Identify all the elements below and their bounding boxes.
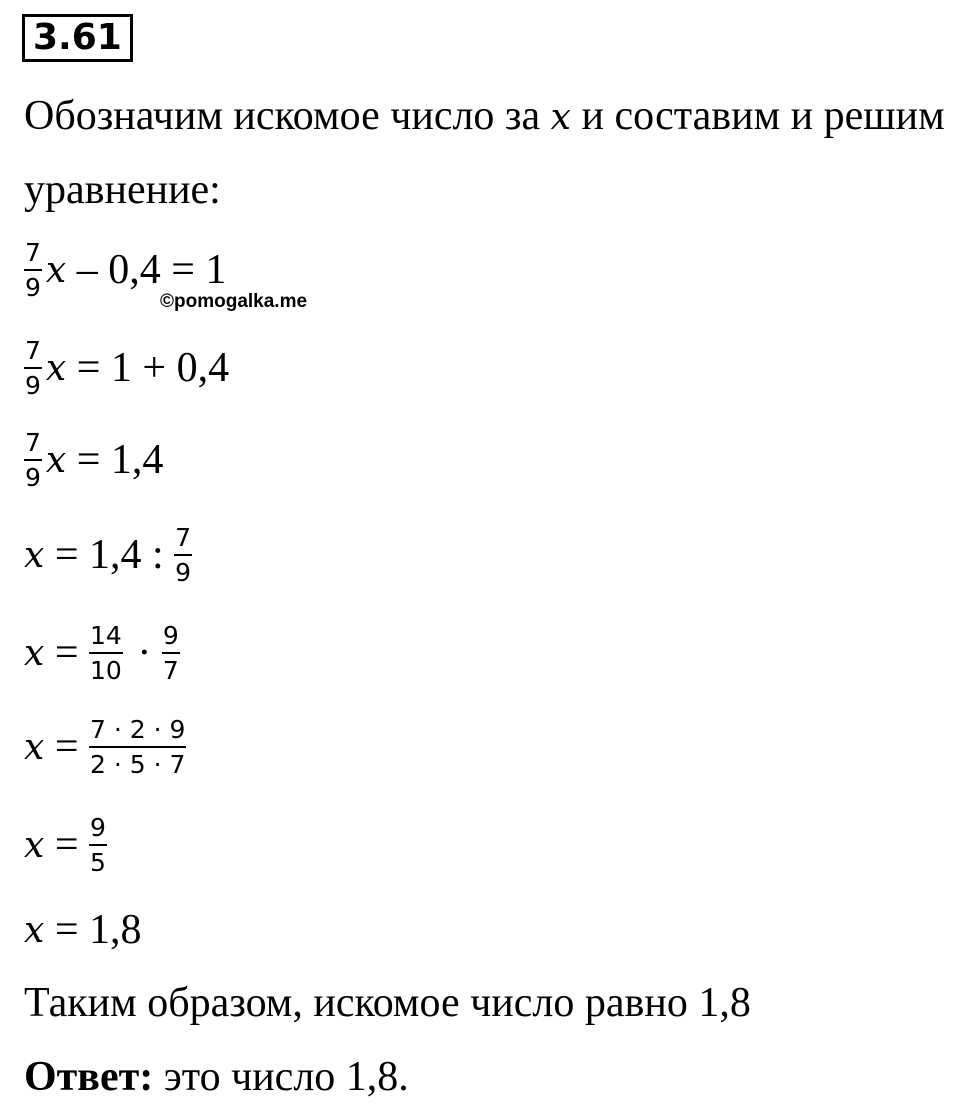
equation-rest: = 1,4 :	[44, 532, 175, 578]
watermark: ©pomogalka.me	[160, 291, 308, 312]
variable-x: x	[24, 534, 45, 576]
conclusion-text: Таким образом, искомое число равно 1,8	[24, 980, 751, 1026]
intro-line-1	[24, 91, 945, 143]
fraction	[24, 239, 42, 302]
fraction-denominator: 9	[174, 554, 192, 587]
variable-x: x	[45, 347, 67, 389]
variable-x: x	[24, 824, 45, 866]
equals-sign: =	[44, 630, 89, 676]
fraction-denominator: 9	[24, 367, 42, 400]
fraction	[162, 622, 180, 685]
variable-x: x	[24, 909, 45, 951]
fraction	[89, 814, 107, 877]
fraction-denominator: 7	[162, 652, 180, 685]
equation-step-4	[24, 520, 196, 590]
equation-rest: = 1 + 0,4	[66, 345, 230, 391]
fraction-numerator: 9	[162, 620, 179, 650]
fraction-numerator: 7	[25, 237, 41, 267]
equation-step-8	[24, 895, 142, 965]
variable-x: x	[24, 726, 45, 768]
fraction	[24, 337, 42, 400]
intro-variable: x	[550, 97, 571, 138]
equation-step-2	[24, 333, 229, 403]
fraction-denominator: 10	[89, 652, 123, 685]
fraction	[89, 716, 186, 779]
fraction	[24, 429, 42, 492]
fraction-denominator: 9	[24, 269, 42, 302]
answer-label: Ответ:	[24, 1054, 154, 1100]
answer-line	[24, 1052, 409, 1102]
intro-text-before: Обозначим искомое число за	[24, 93, 541, 139]
variable-x: x	[45, 249, 67, 291]
fraction	[89, 622, 123, 685]
fraction-numerator: 7	[25, 335, 41, 365]
equation-step-6	[24, 712, 190, 782]
equation-step-5	[24, 618, 184, 688]
fraction-numerator: 7 · 2 · 9	[90, 714, 186, 744]
intro-text-after: и составим и решим	[581, 93, 945, 139]
equation-rest: = 1,4	[66, 437, 164, 483]
equation-step-3	[24, 425, 163, 495]
variable-x: x	[24, 632, 45, 674]
fraction-denominator: 5	[89, 844, 107, 877]
fraction-numerator: 14	[90, 620, 122, 650]
equation-rest: = 1,8	[44, 907, 142, 953]
fraction-numerator: 7	[175, 522, 192, 552]
equation-step-7	[24, 810, 111, 880]
variable-x: x	[45, 439, 67, 481]
equation-rest: – 0,4 = 1	[66, 247, 227, 293]
fraction-denominator: 9	[24, 459, 42, 492]
fraction	[174, 524, 192, 587]
answer-text: это число 1,8.	[153, 1054, 409, 1100]
fraction-numerator: 7	[25, 427, 41, 457]
problem-number: 3.61	[22, 14, 133, 62]
multiply-dot: ·	[126, 630, 162, 676]
equals-sign: =	[44, 724, 89, 770]
fraction-denominator: 2 · 5 · 7	[89, 746, 186, 779]
intro-line-2: уравнение:	[24, 167, 221, 213]
equals-sign: =	[44, 822, 89, 868]
fraction-numerator: 9	[90, 812, 106, 842]
